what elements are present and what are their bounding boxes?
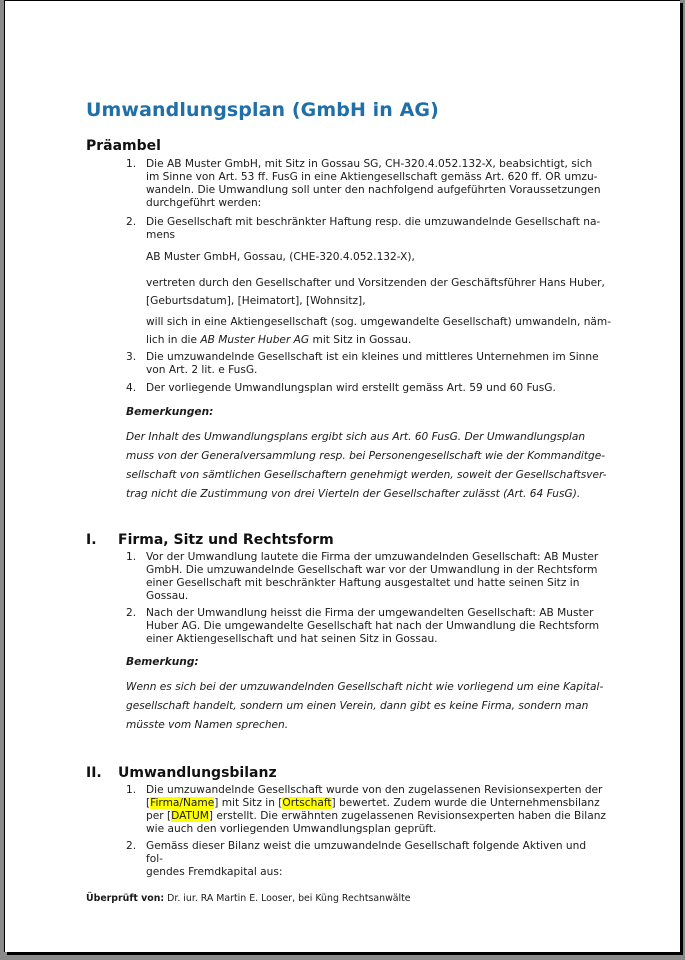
text-line <box>146 810 606 823</box>
text-line: einer Gesellschaft mit beschränkter Haftung ausgestaltet und hatte seinen Sitz in <box>146 577 580 589</box>
text-line: muss von der Generalversammlung resp. bei Personengesellschaft wie der Kommanditge- <box>126 450 606 462</box>
text-line: Die umzuwandelnde Gesellschaft wurde von den zugelassenen Revisionsexperten der <box>146 784 603 796</box>
text-line: gesellschaft handelt, sondern um einen Verein, dann gibt es keine Firma, sondern man <box>126 700 589 712</box>
text-line: einer Aktiengesellschaft und hat seinen Sitz in Gossau. <box>146 633 438 645</box>
footer-label: Überprüft von: <box>86 893 165 904</box>
item-number: 4. <box>126 382 137 394</box>
document-page <box>4 0 680 952</box>
item-number: 2. <box>126 216 137 228</box>
text-line: Nach der Umwandlung heisst die Firma der umgewandelten Gesellschaft: AB Muster <box>146 607 594 619</box>
section-2-heading <box>86 765 277 781</box>
text-fragment: per [ <box>146 810 172 822</box>
item-number: 1. <box>126 551 137 563</box>
section-2-item-2 <box>126 840 606 879</box>
section-2-item-1 <box>126 784 606 836</box>
text-line: trag nicht die Zustimmung von drei Vierteln der Gesellschafter zulässt (Art. 64 FusG). <box>126 488 581 500</box>
section-title: Umwandlungsbilanz <box>118 765 277 781</box>
conversion-line-2 <box>146 331 616 350</box>
text-line <box>146 797 606 810</box>
footer-text: Dr. iur. RA Martin E. Looser, bei Küng Rechtsanwälte <box>164 893 411 904</box>
item-number: 3. <box>126 351 137 363</box>
preamble-item-4 <box>126 382 606 395</box>
text-line: Der vorliegende Umwandlungsplan wird erstellt gemäss Art. 59 und 60 FusG. <box>146 382 556 394</box>
text-line: müsste vom Namen sprechen. <box>126 719 289 731</box>
section-number: I. <box>86 532 97 548</box>
section-1-heading <box>86 532 334 548</box>
text-line: Wenn es sich bei der umzuwandelnden Gesellschaft nicht wie vorliegend um eine Kapital- <box>126 681 604 693</box>
text-fragment: lich in die <box>146 334 201 346</box>
text-line: Der Inhalt des Umwandlungsplans ergibt sich aus Art. 60 FusG. Der Umwandlungsplan <box>126 431 586 443</box>
text-line: Die Gesellschaft mit beschränkter Haftung resp. die umzuwandelnde Gesellschaft na- <box>146 216 601 228</box>
item-number: 2. <box>126 607 137 619</box>
preamble-remark-heading: Bemerkungen: <box>126 406 214 418</box>
preamble-remark <box>126 428 606 504</box>
text-line: von Art. 2 lit. e FusG. <box>146 364 258 376</box>
document-title: Umwandlungsplan (GmbH in AG) <box>86 99 439 121</box>
new-company-name: AB Muster Huber AG <box>200 334 310 346</box>
text-fragment: ] erstellt. Die erwähnten zugelassenen Revisionsexperten haben die Bilanz <box>208 810 606 822</box>
section-1-item-1 <box>126 551 606 603</box>
text-line: Die AB Muster GmbH, mit Sitz in Gossau SG, CH-320.4.052.132-X, beabsichtigt, sich <box>146 158 593 170</box>
text-line: im Sinne von Art. 53 ff. FusG in eine Aktiengesellschaft gemäss Art. 620 ff. OR umzu- <box>146 171 598 183</box>
preamble-item-3 <box>126 351 606 377</box>
text-line: Gossau. <box>146 590 189 602</box>
text-line: sellschaft von sämtlichen Gesellschaftern genehmigt werden, soweit der Gesellschaftsver- <box>126 469 607 481</box>
section-1-remark <box>126 678 606 735</box>
text-line: wandeln. Die Umwandlung soll unter den nachfolgend aufgeführten Voraussetzungen <box>146 184 601 196</box>
text-line: Vor der Umwandlung lautete die Firma der umzuwandelnden Gesellschaft: AB Muster <box>146 551 599 563</box>
placeholder-ortschaft[interactable]: Ortschaft <box>282 797 332 809</box>
item-number: 2. <box>126 840 137 852</box>
text-line: GmbH. Die umzuwandelnde Gesellschaft war vor der Umwandlung in der Rechtsform <box>146 564 598 576</box>
preamble-item-2 <box>126 216 606 242</box>
company-line: AB Muster GmbH, Gossau, (CHE-320.4.052.132-X), <box>146 251 415 263</box>
preamble-heading: Präambel <box>86 138 161 154</box>
text-line: Gemäss dieser Bilanz weist die umzuwandelnde Gesellschaft folgende Aktiven und fol- <box>146 840 587 865</box>
item-number: 1. <box>126 158 137 170</box>
text-line: mens <box>146 229 176 241</box>
placeholder-datum[interactable]: DATUM <box>171 810 209 822</box>
text-line: Huber AG. Die umgewandelte Gesellschaft hat nach der Umwandlung die Rechtsform <box>146 620 600 632</box>
representative-line-1: vertreten durch den Gesellschafter und Vorsitzenden der Geschäftsführer Hans Huber, <box>146 277 605 289</box>
section-number: II. <box>86 765 102 781</box>
text-line: gendes Fremdkapital aus: <box>146 866 283 878</box>
reviewed-by-footer <box>86 893 411 904</box>
section-1-remark-heading: Bemerkung: <box>126 656 199 668</box>
section-title: Firma, Sitz und Rechtsform <box>118 532 334 548</box>
item-number: 1. <box>126 784 137 796</box>
representative-line-2: [Geburtsdatum], [Heimatort], [Wohnsitz], <box>146 295 366 307</box>
text-fragment: mit Sitz in Gossau. <box>309 334 412 346</box>
text-line: durchgeführt werden: <box>146 197 262 209</box>
section-1-item-2 <box>126 607 606 646</box>
text-fragment: ] bewertet. Zudem wurde die Unternehmensbilanz <box>331 797 600 809</box>
text-fragment: ] mit Sitz in [ <box>214 797 283 809</box>
placeholder-firma-name[interactable]: Firma/Name <box>150 797 215 809</box>
bracket: [ <box>146 797 151 809</box>
conversion-line-1: will sich in eine Aktiengesellschaft (sog. umgewandelte Gesellschaft) umwandeln, näm- <box>146 316 612 328</box>
preamble-item-1 <box>126 158 606 210</box>
text-line: Die umzuwandelnde Gesellschaft ist ein kleines und mittleres Unternehmen im Sinne <box>146 351 599 363</box>
text-line: wie auch den vorliegenden Umwandlungsplan geprüft. <box>146 823 437 835</box>
